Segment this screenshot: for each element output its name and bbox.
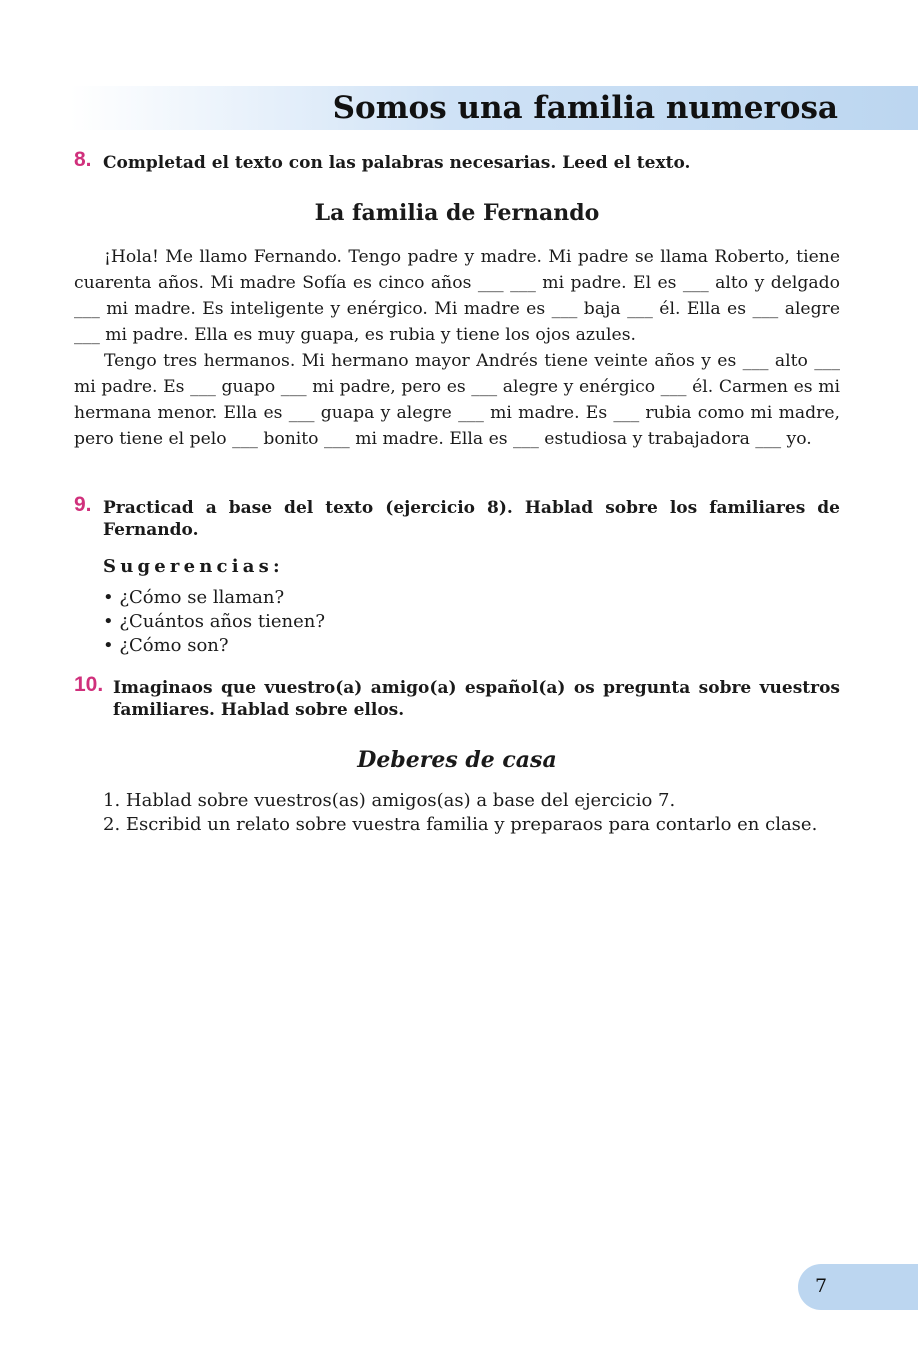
- story-text: [74, 244, 840, 452]
- story-paragraph: ¡Hola! Me llamo Fernando. Tengo padre y madre. Mi padre se llama Roberto, tiene cuarenta años. Mi madre Sofía es cinco años ___ ___ mi padre. El es ___ alto y delgado ___ mi madre. Es inteligente y enérgico. Mi madre es ___ baja ___ él. Ella es ___ alegre ___ mi padre. Ella es muy guapa, es rubia y tiene los ojos azules.: [74, 247, 840, 345]
- suggestions-title: Sugerencias:: [103, 556, 284, 577]
- exercise-number: 8.: [74, 148, 92, 171]
- list-item: 2. Escribid un relato sobre vuestra familia y preparaos para contarlo en clase.: [103, 814, 818, 835]
- list-item: 1. Hablad sobre vuestros(as) amigos(as) a base del ejercicio 7.: [103, 790, 676, 811]
- list-item: • ¿Cómo son?: [103, 634, 325, 658]
- page-title: Somos una familia numerosa: [332, 90, 838, 126]
- story-paragraph: Tengo tres hermanos. Mi hermano mayor Andrés tiene veinte años y es ___ alto ___ mi padre. Es ___ guapo ___ mi padre, pero es ___ alegre y enérgico ___ él. Carmen es mi hermana menor. Ella es ___ guapa y alegre ___ mi madre. Es ___ rubia como mi madre, pero tiene el pelo ___ bonito ___ mi madre. Ella es ___ estudiosa y trabajadora ___ yo.: [74, 351, 840, 449]
- exercise-8: [74, 148, 840, 174]
- homework-list: [103, 789, 843, 837]
- exercise-10: [74, 673, 840, 721]
- suggestions-list: [103, 586, 325, 658]
- exercise-9: [74, 493, 840, 541]
- exercise-instruction: Completad el texto con las palabras necesarias. Leed el texto.: [103, 153, 691, 173]
- list-item: • ¿Cómo se llaman?: [103, 586, 325, 610]
- story-title: La familia de Fernando: [314, 200, 600, 226]
- page-number: 7: [815, 1275, 828, 1297]
- exercise-instruction: Practicad a base del texto (ejercicio 8). Hablad sobre los familiares de Fernando.: [103, 498, 840, 540]
- list-item: • ¿Cuántos años tienen?: [103, 610, 325, 634]
- homework-title: Deberes de casa: [357, 747, 557, 773]
- exercise-number: 9.: [74, 493, 92, 516]
- exercise-instruction: Imaginaos que vuestro(a) amigo(a) español(a) os pregunta sobre vuestros familiares. Hablad sobre ellos.: [113, 678, 840, 720]
- exercise-number: 10.: [74, 673, 104, 696]
